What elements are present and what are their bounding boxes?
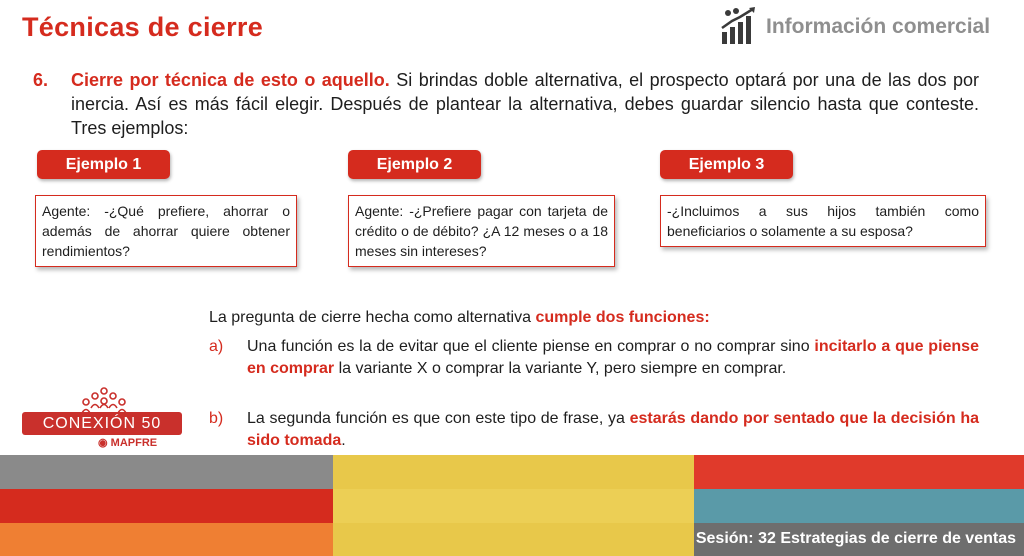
function-b-highlight: estarás dando por sentado que la decisión ha sido tomada bbox=[247, 410, 980, 449]
conexion-50-logo bbox=[22, 386, 184, 456]
example-3-badge: Ejemplo 3 bbox=[660, 150, 793, 179]
band-yellow-top bbox=[333, 455, 694, 489]
band-red-top bbox=[694, 455, 1024, 489]
function-a: a) Una función es la de evitar que el cliente piense en comprar o no comprar sino incitarlo a que piense en comprar la variante X o comprar la variante Y, pero siempre en comprar. bbox=[209, 338, 979, 377]
band-gray-top bbox=[0, 455, 333, 489]
band-yellow-mid bbox=[333, 489, 694, 523]
band-teal-mid bbox=[694, 489, 1024, 523]
band-yellow-bottom bbox=[333, 523, 694, 556]
point-number: 6. bbox=[33, 70, 49, 90]
function-a-label: a) bbox=[209, 338, 224, 355]
logo-name-plate: CONEXIÓN 50 bbox=[22, 412, 182, 435]
example-1-badge: Ejemplo 1 bbox=[37, 150, 170, 179]
page-title: Técnicas de cierre bbox=[22, 12, 264, 42]
functions-intro: La pregunta de cierre hecha como alternativa cumple dos funciones: bbox=[209, 309, 710, 326]
example-2-box: Agente: -¿Prefiere pagar con tarjeta de crédito o de débito? ¿A 12 meses o a 18 meses sin intereses? bbox=[348, 195, 615, 267]
session-footer: Sesión: 32 Estrategias de cierre de ventas bbox=[695, 530, 1016, 547]
point-heading: Cierre por técnica de esto o aquello. bbox=[71, 70, 390, 90]
band-red-mid bbox=[0, 489, 333, 523]
example-2-badge: Ejemplo 2 bbox=[348, 150, 481, 179]
function-b: b) La segunda función es que con este tipo de frase, ya estarás dando por sentado que la decisión ha sido tomada. bbox=[209, 410, 980, 449]
function-b-label: b) bbox=[209, 410, 224, 427]
functions-highlight: cumple dos funciones: bbox=[535, 309, 710, 326]
band-orange-bottom bbox=[0, 523, 333, 556]
logo-brand: ◉ MAPFRE bbox=[98, 437, 158, 449]
function-a-highlight: incitarlo a que piense en comprar bbox=[247, 338, 979, 377]
example-3-box: -¿Incluimos a sus hijos también como beneficiarios o solamente a su esposa? bbox=[660, 195, 986, 247]
chart-growth-icon bbox=[719, 6, 759, 46]
section-label: Información comercial bbox=[766, 15, 991, 38]
technique-point bbox=[33, 68, 979, 140]
example-1-box: Agente: -¿Qué prefiere, ahorrar o además de ahorrar quiere obtener rendimientos? bbox=[35, 195, 297, 267]
point-text: Si brindas doble alternativa, el prospecto optará por una de las dos por inercia. Así es más fácil elegir. Después de plantear la alternativa, debes guardar silencio hasta que conteste. Tres ejemplos: bbox=[71, 70, 979, 138]
